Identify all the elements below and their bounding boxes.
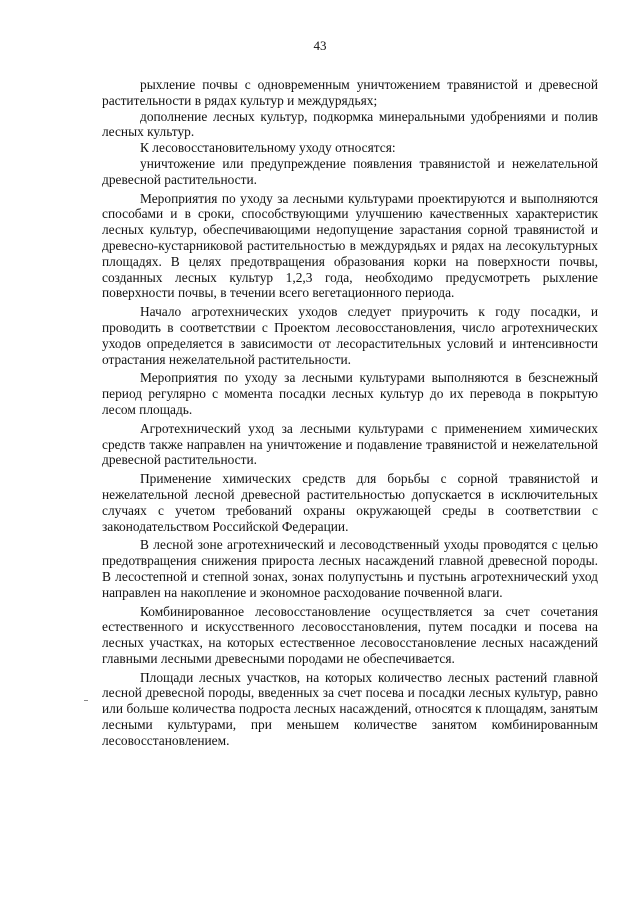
paragraph: Применение химических средств для борьбы с сорной травянистой и нежелательной лесной древесной растительностью допускается в исключительных случаях с учетом требований охраны окружающей среды в соответствии с законодательством Российской Федерации. xyxy=(102,471,598,534)
margin-mark xyxy=(84,700,88,701)
paragraph: Агротехнический уход за лесными культурами с применением химических средств также направлен на уничтожение и подавление травянистой и нежелательной древесной растительности. xyxy=(102,420,598,468)
paragraph: уничтожение или предупреждение появления травянистой и нежелательной древесной растительности. xyxy=(102,155,598,187)
paragraph: Мероприятия по уходу за лесными культурами выполняются в безснежный период регулярно с момента посадки лесных культур до их перевода в покрытую лесом площадь. xyxy=(102,370,598,417)
paragraph: В лесной зоне агротехнический и лесоводственный уходы проводятся с целью предотвращения снижения прироста лесных насаждений главной древесной породы. В лесостепной и степной зонах, зонах полупустынь и пустынь агротехнический уход направлен на накопление и экономное расходование почвенной влаги. xyxy=(102,537,598,600)
paragraph: Начало агротехнических уходов следует приурочить к году посадки, и проводить в соответствии с Проектом лесовосстановления, число агротехнических уходов определяется в зависимости от лесорастительных условий и интенсивности отрастания нежелательной растительности. xyxy=(102,304,598,367)
paragraph: дополнение лесных культур, подкормка минеральными удобрениями и полив лесных культур. xyxy=(102,108,598,140)
paragraph: Площади лесных участков, на которых количество лесных растений главной лесной древесной породы, введенных за счет посева и посадки лесных культур, равно или больше количества подроста лесных насаждений, относятся к площадям, занятым лесными культурами, при меньшем количестве занятом комбинированным лесовосстановлением. xyxy=(102,669,598,748)
page-number: 43 xyxy=(313,38,327,53)
document-body xyxy=(102,77,598,752)
paragraph: Мероприятия по уходу за лесными культурами проектируются и выполняются способами и в сроки, способствующими улучшению качественных характеристик лесных культур, обеспечивающими недопущение зарастания сорной травянистой и древесно-кустарниковой растительностью в междурядьях и рядах на лесокультурных площадях. В целях предотвращения образования корки на поверхности почвы, созданных лесных культур 1,2,3 года, необходимо предусмотреть рыхление поверхности почвы, в течении всего вегетационного периода. xyxy=(102,190,598,301)
paragraph: рыхление почвы с одновременным уничтожением травянистой и древесной растительности в рядах культур и междурядьях; xyxy=(102,77,598,108)
paragraph: Комбинированное лесовосстановление осуществляется за счет сочетания естественного и искусственного лесовосстановления, путем посадки и посева на лесных участках, на которых естественное лесовосстановление лесных насаждений главными лесными древесными породами не обеспечивается. xyxy=(102,603,598,666)
paragraph: К лесовосстановительному уходу относятся: xyxy=(140,140,396,156)
